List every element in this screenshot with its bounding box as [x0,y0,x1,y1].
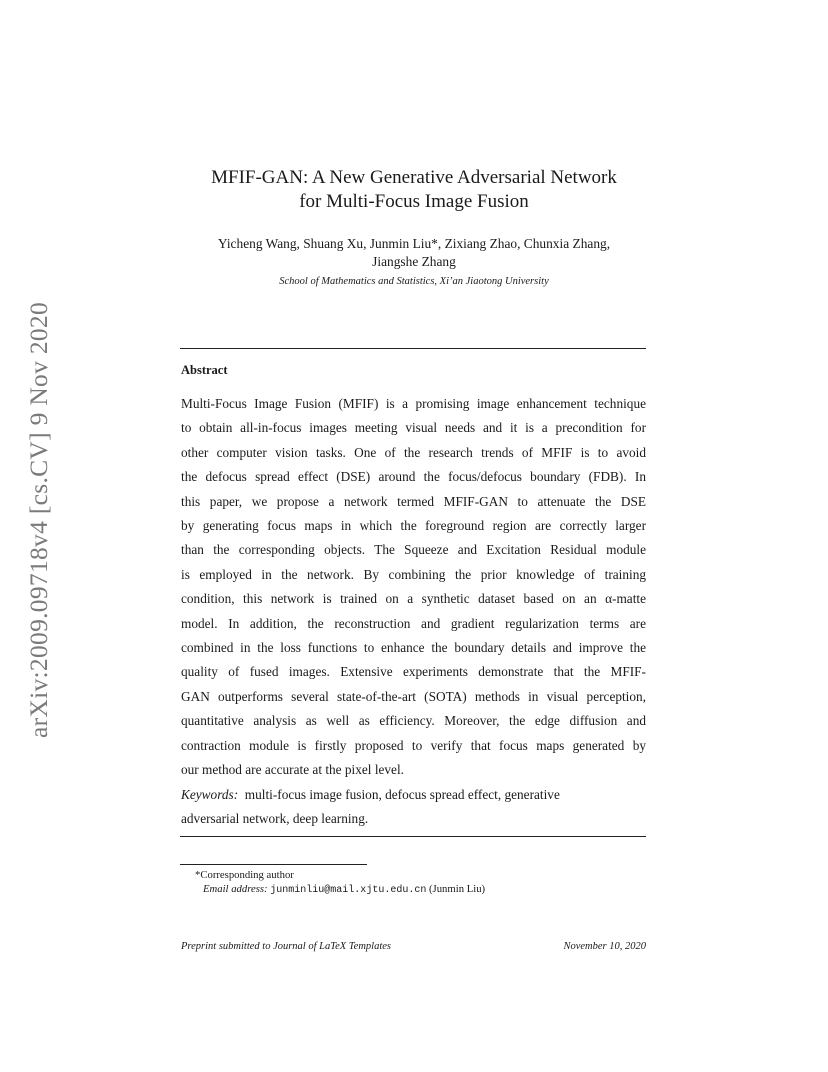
email-label: Email address: [203,883,268,895]
authors-line-2: Jiangshe Zhang [372,254,456,269]
abstract-line: other computer vision tasks. One of the research trends of MFIF is to avoid [181,444,646,460]
email-address[interactable]: junminliu@mail.xjtu.edu.cn [270,885,427,896]
email-owner: (Junmin Liu) [429,883,486,895]
abstract-line: contraction module is firstly proposed to verify that focus maps generated by [181,737,646,753]
abstract-line: combined in the loss functions to enhance the boundary details and improve the [181,640,646,656]
arxiv-id: arXiv:2009.09718v4 [cs.CV] 9 Nov 2020 [24,301,53,739]
author-list [0,235,828,271]
abstract-line: our method are accurate at the pixel level. [181,762,404,778]
authors-line-1: Yicheng Wang, Shuang Xu, Junmin Liu*, Zixiang Zhao, Chunxia Zhang, [217,236,611,251]
affiliation: School of Mathematics and Statistics, Xi’an Jiaotong University [279,276,549,287]
footnote-rule [180,864,367,865]
keywords-line-2: adversarial network, deep learning. [181,811,369,827]
abstract-line: is employed in the network. By combining the prior knowledge of training [181,566,646,582]
corresponding-author-note: *Corresponding author [195,869,294,881]
keywords-label: Keywords: [181,787,239,802]
abstract-line: condition, this network is trained on a synthetic dataset based on an α-matte [181,591,646,607]
preprint-note: Preprint submitted to Journal of LaTeX Templates [181,941,392,952]
abstract-top-rule [180,348,646,349]
paper-title [0,166,828,214]
abstract-line: than the corresponding objects. The Squeeze and Excitation Residual module [181,542,646,558]
abstract-line: model. In addition, the reconstruction and gradient regularization terms are [181,615,646,631]
abstract-line: quality of fused images. Extensive experiments demonstrate that the MFIF- [181,664,646,680]
title-line-2: for Multi-Focus Image Fusion [299,191,529,212]
abstract-line: Multi-Focus Image Fusion (MFIF) is a promising image enhancement technique [181,396,646,411]
abstract-line: GAN outperforms several state-of-the-art (SOTA) methods in visual perception, [181,688,646,704]
abstract-line: by generating focus maps in which the foreground region are correctly larger [181,518,646,534]
abstract-line: to obtain all-in-focus images meeting visual needs and it is a precondition for [181,420,646,436]
date: November 10, 2020 [563,941,646,952]
abstract-line: this paper, we propose a network termed MFIF-GAN to attenuate the DSE [181,493,646,509]
abstract-line: quantitative analysis as well as efficiency. Moreover, the edge diffusion and [181,713,646,729]
abstract-line: the defocus spread effect (DSE) around the focus/defocus boundary (FDB). In [181,469,646,485]
keywords-line-1: multi-focus image fusion, defocus spread effect, generative [244,787,560,802]
footnote [195,868,485,898]
title-line-1: MFIF-GAN: A New Generative Adversarial Network [211,167,617,188]
keywords [181,783,646,832]
arxiv-identifier-stamp [15,290,63,750]
abstract-body [181,392,646,783]
abstract-heading: Abstract [181,363,228,377]
abstract-bottom-rule [180,836,646,837]
